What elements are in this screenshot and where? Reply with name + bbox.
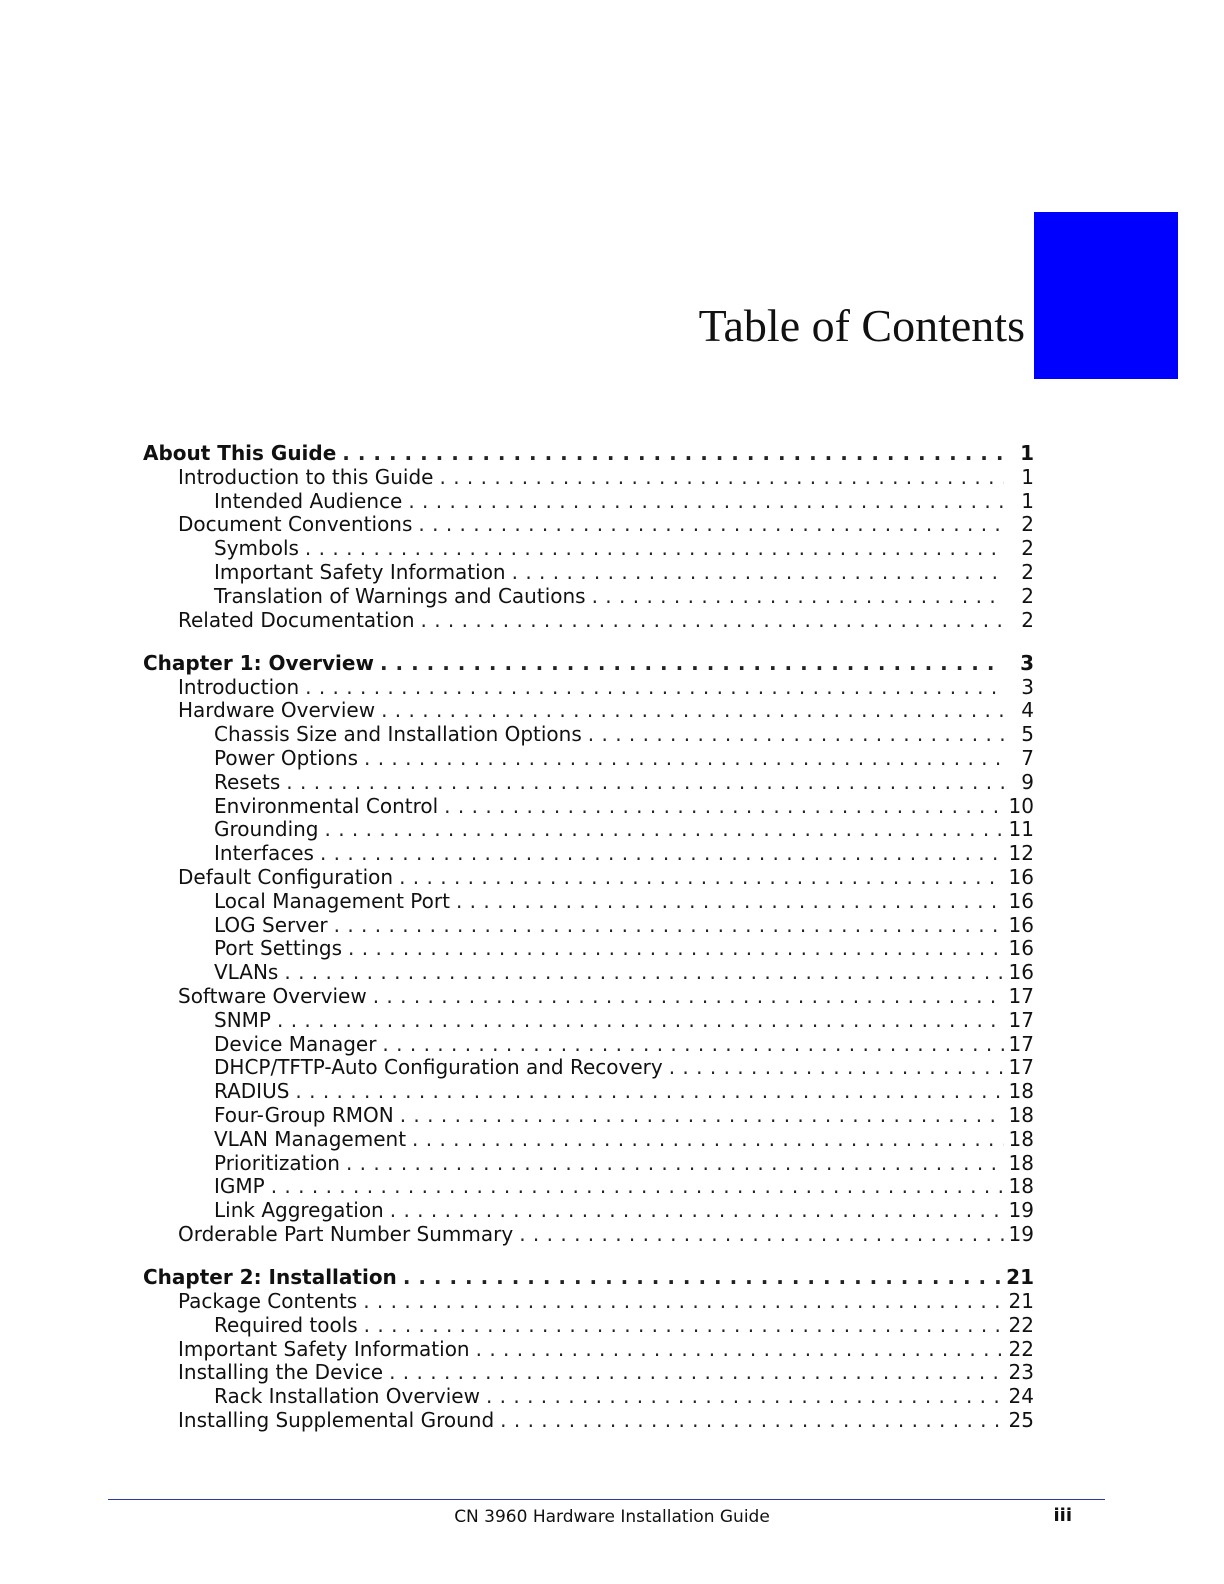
dot-leader <box>271 1175 1004 1199</box>
toc-entry[interactable] <box>143 1152 1034 1176</box>
table-of-contents <box>143 442 1034 1433</box>
toc-entry-page-number: 16 <box>1008 936 1034 961</box>
dot-leader <box>403 1266 1002 1290</box>
toc-entry-page-number: 10 <box>1008 793 1034 818</box>
toc-entry-page-number: 18 <box>1008 1174 1034 1199</box>
dot-leader <box>418 513 1004 537</box>
toc-entry-label: Device Manager <box>214 1031 377 1056</box>
toc-entry-page-number: 21 <box>1006 1265 1034 1290</box>
toc-entry-label: Installing the Device <box>178 1360 384 1385</box>
toc-entry-label: VLAN Management <box>214 1126 407 1151</box>
toc-entry-page-number: 19 <box>1008 1222 1034 1246</box>
dot-leader <box>320 842 1004 866</box>
toc-entry[interactable] <box>143 818 1034 842</box>
toc-entry-page-number: 2 <box>1021 512 1034 537</box>
toc-entry[interactable] <box>143 961 1034 985</box>
toc-entry-page-number: 5 <box>1021 722 1034 747</box>
dot-leader <box>669 1056 1004 1080</box>
toc-entry[interactable] <box>143 1385 1034 1409</box>
toc-entry-page-number: 18 <box>1008 1150 1034 1175</box>
dot-leader <box>277 1009 1004 1033</box>
toc-entry-page-number: 3 <box>1021 674 1034 699</box>
toc-entry-page-number: 24 <box>1008 1384 1034 1409</box>
toc-chapter-entry[interactable] <box>143 1266 1034 1290</box>
toc-entry-label: Interfaces <box>214 841 314 866</box>
dot-leader <box>456 890 1004 914</box>
dot-leader <box>421 609 1005 633</box>
toc-entry-label: IGMP <box>214 1174 265 1199</box>
toc-entry-page-number: 19 <box>1008 1198 1034 1223</box>
toc-entry[interactable] <box>143 699 1034 723</box>
toc-entry-label: Installing Supplemental Ground <box>178 1408 495 1433</box>
toc-entry[interactable] <box>143 466 1034 490</box>
dot-leader <box>380 652 1004 676</box>
toc-entry[interactable] <box>143 795 1034 819</box>
toc-entry[interactable] <box>143 771 1034 795</box>
toc-entry-label: Rack Installation Overview <box>214 1384 480 1409</box>
toc-entry[interactable] <box>143 1175 1034 1199</box>
toc-entry[interactable] <box>143 1314 1034 1338</box>
toc-entry[interactable] <box>143 866 1034 890</box>
toc-entry[interactable] <box>143 609 1034 633</box>
dot-leader <box>342 442 1004 466</box>
toc-entry-label: DHCP/TFTP-Auto Configuration and Recovery <box>214 1055 663 1080</box>
toc-entry[interactable] <box>143 914 1034 938</box>
toc-entry[interactable] <box>143 585 1034 609</box>
dot-leader <box>381 699 1004 723</box>
toc-entry-page-number: 21 <box>1008 1289 1034 1314</box>
toc-entry-label: Prioritization <box>214 1150 340 1175</box>
dot-leader <box>284 961 1004 985</box>
toc-entry-label: Software Overview <box>178 984 367 1009</box>
toc-entry-label: Document Conventions <box>178 512 413 537</box>
toc-entry-label: LOG Server <box>214 912 328 937</box>
toc-entry-label: Translation of Warnings and Cautions <box>214 583 586 608</box>
footer-divider <box>108 1499 1105 1500</box>
toc-entry-page-number: 4 <box>1021 698 1034 723</box>
toc-entry-label: Chassis Size and Installation Options <box>214 722 582 747</box>
page-title: Table of Contents <box>698 300 1025 351</box>
toc-entry-label: Symbols <box>214 536 299 561</box>
toc-entry-label: Important Safety Information <box>178 1336 470 1361</box>
dot-leader <box>390 1199 1004 1223</box>
dot-leader <box>592 585 1004 609</box>
dot-leader <box>512 561 1004 585</box>
toc-entry[interactable] <box>143 890 1034 914</box>
footer-document-title: CN 3960 Hardware Installation Guide <box>454 1507 770 1527</box>
toc-entry-label: Link Aggregation <box>214 1198 384 1223</box>
dot-leader <box>382 1033 1004 1057</box>
toc-entry[interactable] <box>143 723 1034 747</box>
toc-entry-page-number: 22 <box>1008 1336 1034 1361</box>
toc-entry[interactable] <box>143 1361 1034 1385</box>
dot-leader <box>286 771 1004 795</box>
toc-entry[interactable] <box>143 1033 1034 1057</box>
toc-entry-label: Local Management Port <box>214 888 450 913</box>
dot-leader <box>399 866 1004 890</box>
toc-entry-page-number: 18 <box>1008 1103 1034 1128</box>
toc-entry-page-number: 16 <box>1008 960 1034 985</box>
dot-leader <box>364 1314 1004 1338</box>
toc-entry-label: Resets <box>214 769 281 794</box>
toc-entry-page-number: 23 <box>1008 1360 1034 1385</box>
dot-leader <box>444 795 1004 819</box>
toc-entry-page-number: 2 <box>1021 536 1034 561</box>
toc-entry[interactable] <box>143 537 1034 561</box>
toc-entry-label: Environmental Control <box>214 793 439 818</box>
toc-entry-label: About This Guide <box>143 441 337 465</box>
toc-entry-page-number: 12 <box>1008 841 1034 866</box>
toc-entry-label: Hardware Overview <box>178 698 376 723</box>
toc-entry-page-number: 25 <box>1008 1408 1034 1433</box>
dot-leader <box>305 676 1004 700</box>
toc-entry-page-number: 2 <box>1021 559 1034 584</box>
toc-entry-page-number: 17 <box>1008 1007 1034 1032</box>
toc-entry-label: SNMP <box>214 1007 271 1032</box>
toc-entry-page-number: 17 <box>1008 984 1034 1009</box>
toc-entry-label: RADIUS <box>214 1079 290 1104</box>
toc-entry-label: Grounding <box>214 817 319 842</box>
toc-entry[interactable] <box>143 1223 1034 1247</box>
toc-entry-label: Important Safety Information <box>214 559 506 584</box>
dot-leader <box>412 1128 1004 1152</box>
toc-entry[interactable] <box>143 1199 1034 1223</box>
toc-entry-page-number: 1 <box>1020 441 1034 465</box>
dot-leader <box>364 747 1004 771</box>
toc-entry-page-number: 1 <box>1021 464 1034 489</box>
toc-entry-label: Power Options <box>214 746 358 771</box>
dot-leader <box>348 937 1004 961</box>
dot-leader <box>486 1385 1004 1409</box>
toc-entry-label: Four-Group RMON <box>214 1103 394 1128</box>
dot-leader <box>440 466 1005 490</box>
dot-leader <box>408 490 1004 514</box>
toc-entry[interactable] <box>143 1409 1034 1433</box>
toc-entry-label: Orderable Part Number Summary <box>178 1222 514 1246</box>
toc-entry[interactable] <box>143 513 1034 537</box>
toc-entry-label: Introduction to this Guide <box>178 464 434 489</box>
dot-leader <box>363 1290 1004 1314</box>
chapter-tab-marker <box>1034 212 1178 379</box>
dot-leader <box>588 723 1004 747</box>
dot-leader <box>295 1080 1004 1104</box>
toc-entry-page-number: 18 <box>1008 1126 1034 1151</box>
toc-entry-page-number: 16 <box>1008 888 1034 913</box>
toc-entry-page-number: 1 <box>1021 488 1034 513</box>
toc-entry-page-number: 2 <box>1021 607 1034 632</box>
dot-leader <box>346 1152 1004 1176</box>
toc-entry-page-number: 17 <box>1008 1031 1034 1056</box>
toc-entry-page-number: 22 <box>1008 1312 1034 1337</box>
toc-entry-label: Related Documentation <box>178 607 415 632</box>
toc-entry[interactable] <box>143 1338 1034 1362</box>
toc-entry[interactable] <box>143 1009 1034 1033</box>
toc-entry[interactable] <box>143 1080 1034 1104</box>
toc-entry[interactable] <box>143 1128 1034 1152</box>
toc-entry[interactable] <box>143 985 1034 1009</box>
toc-entry-page-number: 17 <box>1008 1055 1034 1080</box>
toc-entry-page-number: 18 <box>1008 1079 1034 1104</box>
toc-entry-page-number: 11 <box>1008 817 1034 842</box>
toc-entry-label: Introduction <box>178 674 300 699</box>
dot-leader <box>476 1338 1004 1362</box>
toc-entry-label: Port Settings <box>214 936 343 961</box>
toc-entry-label: Default Configuration <box>178 865 394 890</box>
dot-leader <box>400 1104 1004 1128</box>
toc-entry-page-number: 7 <box>1021 746 1034 771</box>
toc-entry-page-number: 3 <box>1020 650 1034 675</box>
dot-leader <box>500 1409 1004 1433</box>
toc-entry[interactable] <box>143 676 1034 700</box>
toc-entry[interactable] <box>143 1056 1034 1080</box>
toc-entry[interactable] <box>143 1104 1034 1128</box>
toc-entry[interactable] <box>143 490 1034 514</box>
toc-entry-label: VLANs <box>214 960 279 985</box>
toc-chapter-entry[interactable] <box>143 442 1034 466</box>
footer-page-number: iii <box>1053 1505 1072 1526</box>
toc-entry[interactable] <box>143 842 1034 866</box>
dot-leader <box>334 914 1004 938</box>
toc-entry-label: Intended Audience <box>214 488 403 513</box>
dot-leader <box>305 537 1004 561</box>
toc-entry-label: Chapter 2: Installation <box>143 1265 397 1290</box>
toc-entry-page-number: 16 <box>1008 912 1034 937</box>
toc-chapter-entry[interactable] <box>143 652 1034 676</box>
toc-entry[interactable] <box>143 937 1034 961</box>
dot-leader <box>373 985 1004 1009</box>
toc-entry-page-number: 9 <box>1021 769 1034 794</box>
toc-entry[interactable] <box>143 747 1034 771</box>
toc-entry-label: Required tools <box>214 1312 358 1337</box>
toc-entry-label: Package Contents <box>178 1289 358 1314</box>
dot-leader <box>389 1361 1004 1385</box>
toc-entry[interactable] <box>143 1290 1034 1314</box>
toc-entry-page-number: 16 <box>1008 865 1034 890</box>
dot-leader <box>519 1223 1004 1247</box>
toc-entry-label: Chapter 1: Overview <box>143 650 374 675</box>
toc-entry-page-number: 2 <box>1021 583 1034 608</box>
toc-entry[interactable] <box>143 561 1034 585</box>
dot-leader <box>325 818 1005 842</box>
